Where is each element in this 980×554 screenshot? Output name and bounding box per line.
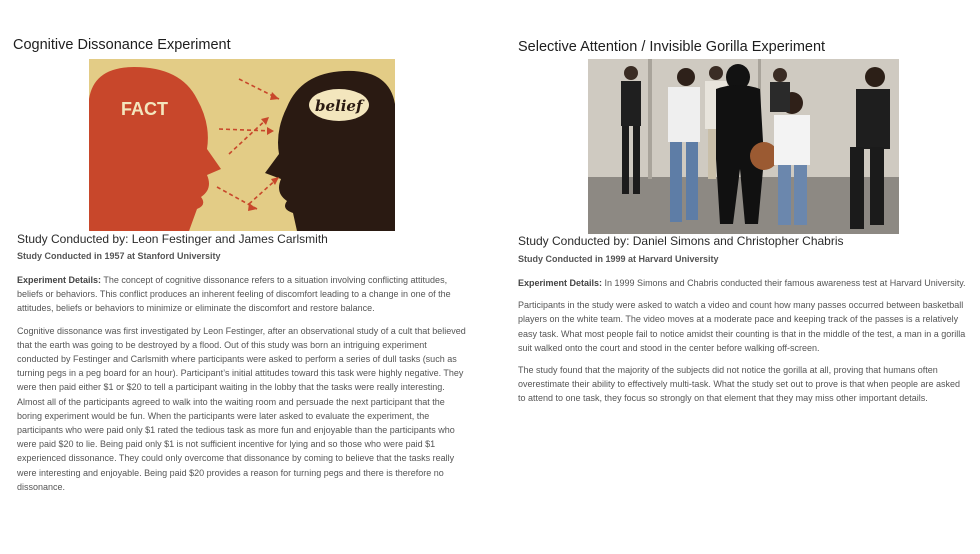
- fact-belief-svg: [89, 59, 395, 231]
- findings-paragraph: The study found that the majority of the subjects did not notice the gorilla at all, proving that humans often overestimate their ability to effectively multi-task. What the study set out to prove is that when people are asked to attend to one task, they focus so strongly on that element that they may miss other important details.: [518, 365, 961, 404]
- details-label: Experiment Details:: [17, 275, 102, 285]
- cognitive-dissonance-byline: Study Conducted by: Leon Festinger and James Carlsmith: [17, 232, 328, 246]
- invisible-gorilla-title: Selective Attention / Invisible Gorilla Experiment: [518, 39, 826, 55]
- invisible-gorilla-body: [518, 276, 970, 414]
- details-paragraph: [518, 276, 970, 290]
- details-label: Experiment Details:: [518, 278, 603, 288]
- details-text: In 1999 Simons and Chabris conducted their famous awareness test at Harvard University.: [602, 278, 966, 288]
- belief-label: belief: [315, 97, 363, 115]
- player-white-left-head: [677, 68, 695, 86]
- cognitive-dissonance-date-place: Study Conducted in 1957 at Stanford University: [17, 251, 221, 261]
- player-white-left: [668, 87, 700, 142]
- fact-belief-illustration: [89, 59, 395, 231]
- festinger-paragraph: Cognitive dissonance was first investigated by Leon Festinger, after an observational study of a cult that believed that the earth was going to be destroyed by a flood. Out of this study was born an intriguing experiment conducted by Festinger and Carlsmith where participants were asked to perform a series of dull tasks (such as turning pegs in a peg board for an hour). Participant’s initial attitudes toward this task were highly negative. They were then paid either $1 or $20 to tell a participant waiting in the lobby that the tasks were really interesting. Almost all of the participants agreed to walk into the waiting room and persuade the next participant that the boring experiment would be fun. When the participants were later asked to evaluate the experiment, the participants who were paid only $1 rated the tedious task as more fun and enjoyable than the participants who were paid $20 to lie. Being paid only $1 is not sufficient incentive for lying and so those who were paid $1 experienced dissonance. They could only overcome that dissonance by coming to believe that the tasks really were interesting and enjoyable. Being paid $20 provides a reason for turning pegs and there is therefore no dissonance.: [17, 325, 466, 492]
- player-dark-right: [856, 89, 890, 149]
- participants-paragraph: Participants in the study were asked to watch a video and count how many passes occurred between basketball players on the white team. The video moves at a moderate pace and keeping track of the passes is a relatively easy task. What most people fail to notice amidst their counting is that in the middle of the test, a man in a gorilla suit walked onto the court and stood in the center before walking off-screen.: [518, 300, 966, 353]
- details-paragraph: [17, 273, 469, 316]
- gorilla-video-still: [588, 59, 899, 234]
- fact-label: FACT: [121, 99, 168, 119]
- player-far-left: [621, 81, 641, 126]
- invisible-gorilla-date-place: Study Conducted in 1999 at Harvard University: [518, 254, 719, 264]
- player-far-left-head: [624, 66, 638, 80]
- invisible-gorilla-byline: Study Conducted by: Daniel Simons and Christopher Chabris: [518, 234, 844, 248]
- cognitive-dissonance-title: Cognitive Dissonance Experiment: [13, 37, 231, 53]
- invisible-gorilla-photo: [588, 59, 899, 234]
- player-white-center: [774, 115, 810, 165]
- basketball: [750, 142, 778, 170]
- cognitive-dissonance-body: [17, 273, 469, 502]
- details-text: The concept of cognitive dissonance refers to a situation involving conflicting attitudes, beliefs or behaviors. This conflict produces an inherent feeling of discomfort leading to a change in one of the attitudes, beliefs or behaviors to minimize or eliminate the discomfort and restore balance.: [17, 275, 451, 314]
